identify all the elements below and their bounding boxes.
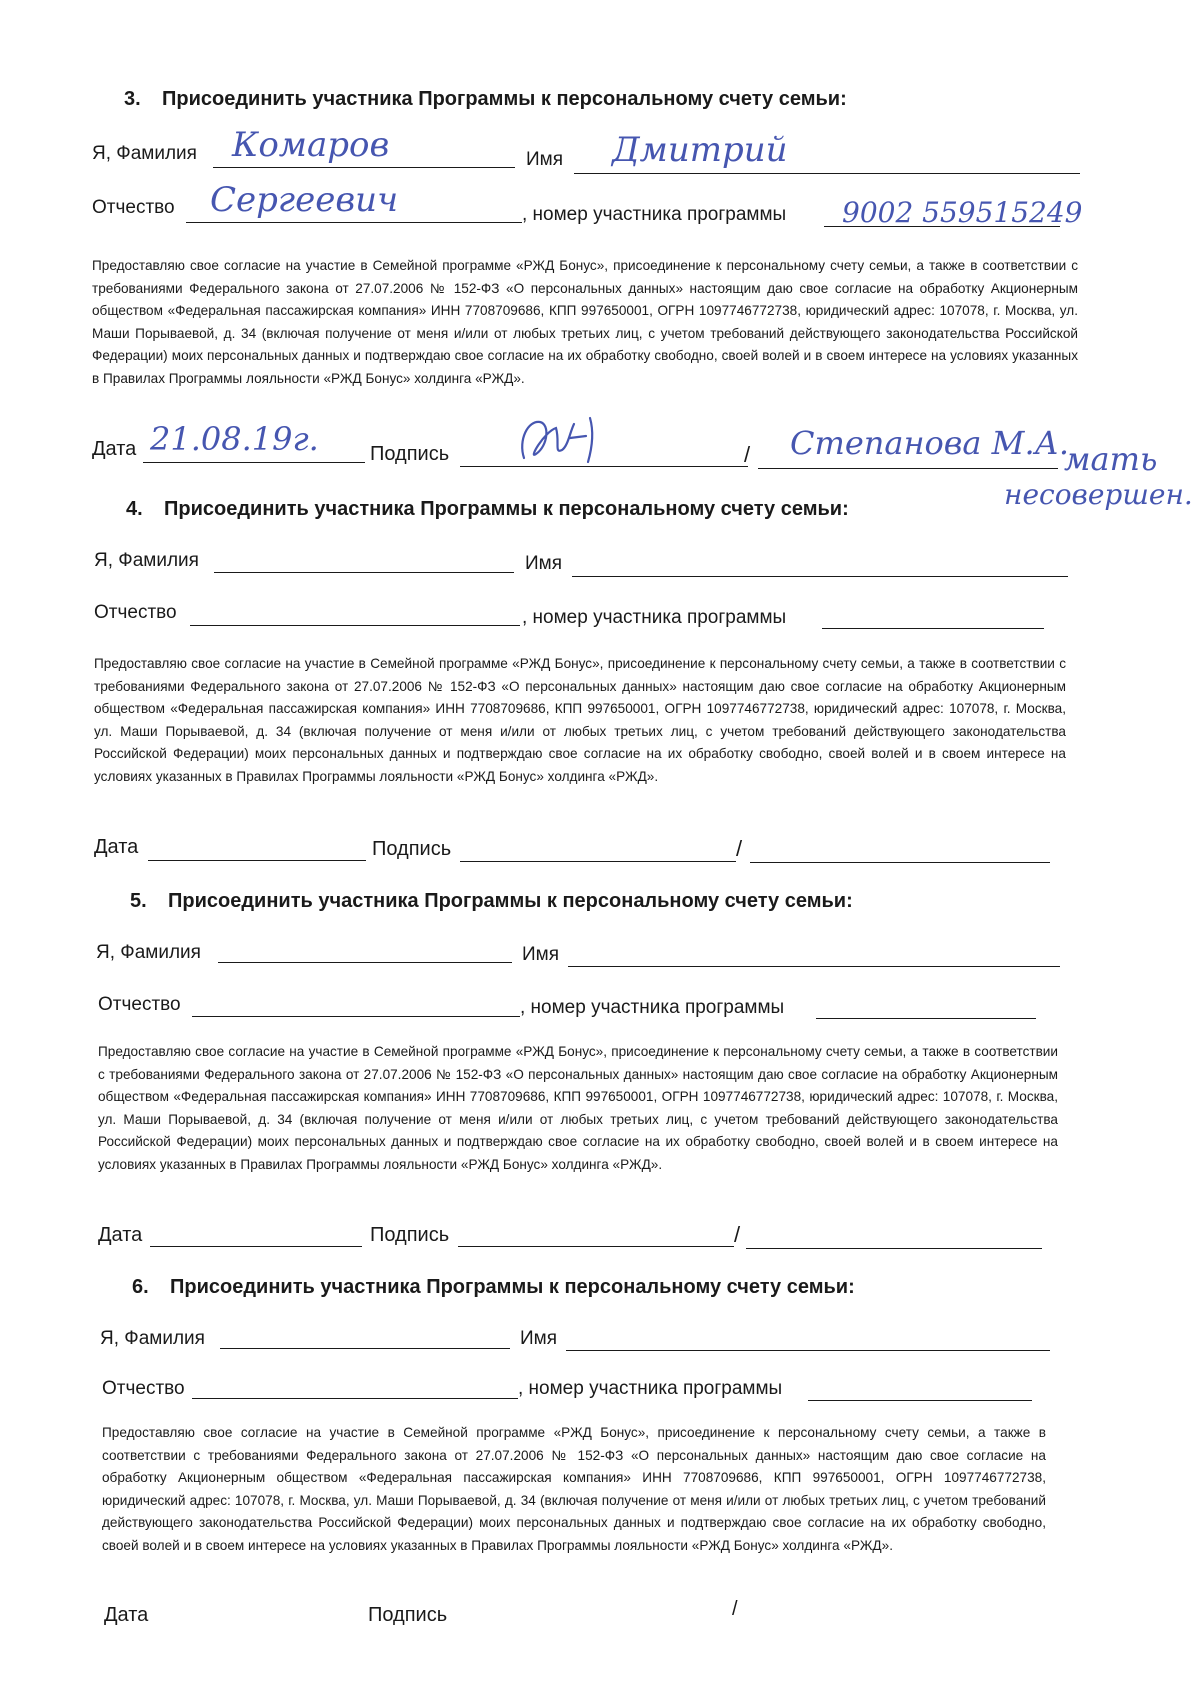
signature-label: Подпись <box>370 443 450 465</box>
consent-text: Предоставляю свое согласие на участие в Семейной программе «РЖД Бонус», присоединение к персональному счету семьи, а также в соответствии с требованиями Федерального закона от 27.07.2006 № 152-ФЗ «О персональных данных» настоящим даю свое согласие на обработку Акционерным обществом «Федеральная пассажирская компания» ИНН 7708709686, КПП 997650001, ОГРН 1097746772738, юридический адрес: 107078, г. Москва, ул. Маши Порываевой, д. 34 (включая получение от меня и/или от любых третьих лиц, с учетом требований действующего законодательства Российской Федерации) моих персональных данных и подтверждаю свое согласие на их обработку свободно, своей волей и в своем интересе на условиях указанных в Правилах Программы лояльности «РЖД Бонус» холдинга «РЖД». <box>94 656 1066 784</box>
signature-slash: / <box>744 442 751 467</box>
surname-label: Я, Фамилия <box>94 550 199 571</box>
signature-slash: / <box>736 836 743 861</box>
member-number-field[interactable] <box>822 628 1044 629</box>
surname-label: Я, Фамилия <box>96 942 201 963</box>
name-field[interactable] <box>566 1350 1050 1351</box>
member-number-label: , номер участника программы <box>522 607 787 628</box>
signer-name-handwritten: Степанова М.А. <box>790 424 1070 462</box>
name-label: Имя <box>526 149 564 170</box>
patronymic-label: Отчество <box>102 1378 185 1399</box>
signer-name-field[interactable] <box>750 862 1050 863</box>
date-label: Дата <box>92 438 137 460</box>
signature-slash: / <box>734 1222 741 1247</box>
signature-label: Подпись <box>372 838 452 860</box>
date-label: Дата <box>94 836 139 858</box>
member-number-handwritten: 9002 559515249 <box>842 196 1083 229</box>
name-label: Имя <box>520 1328 558 1349</box>
patronymic-field[interactable] <box>190 625 520 626</box>
signature-slash: / <box>732 1598 738 1620</box>
patronymic-label: Отчество <box>94 602 177 623</box>
section-heading: 6. Присоединить участника Программы к персональному счету семьи: <box>132 1276 855 1298</box>
date-field[interactable] <box>150 1246 362 1247</box>
surname-label: Я, Фамилия <box>92 143 197 164</box>
member-number-label: , номер участника программы <box>522 204 787 225</box>
signature-handwritten <box>510 412 620 468</box>
date-field[interactable] <box>143 462 365 463</box>
member-number-label: , номер участника программы <box>518 1378 783 1399</box>
name-label: Имя <box>522 944 560 965</box>
signer-name-field[interactable] <box>758 468 1058 469</box>
consent-text: Предоставляю свое согласие на участие в Семейной программе «РЖД Бонус», присоединение к персональному счету семьи, а также в соответствии с требованиями Федерального закона от 27.07.2006 № 152-ФЗ «О персональных данных» настоящим даю свое согласие на обработку Акционерным обществом «Федеральная пассажирская компания» ИНН 7708709686, КПП 997650001, ОГРН 1097746772738, юридический адрес: 107078, г. Москва, ул. Маши Порываевой, д. 34 (включая получение от меня и/или от любых третьих лиц, с учетом требований действующего законодательства Российской Федерации) моих персональных данных и подтверждаю свое согласие на их обработку свободно, своей волей и в своем интересе на условиях указанных в Правилах Программы лояльности «РЖД Бонус» холдинга «РЖД». <box>102 1425 1046 1553</box>
member-number-label: , номер участника программы <box>520 997 785 1018</box>
surname-field[interactable] <box>218 962 512 963</box>
signature-label: Подпись <box>370 1224 450 1246</box>
surname-field[interactable] <box>214 572 514 573</box>
date-handwritten: 21.08.19г. <box>150 420 319 458</box>
name-field[interactable] <box>572 576 1068 577</box>
signer-note-handwritten-2: несовершен. <box>1004 478 1193 511</box>
member-number-field[interactable] <box>816 1018 1036 1019</box>
section-heading: 5. Присоединить участника Программы к персональному счету семьи: <box>130 890 853 912</box>
section-heading: 3. Присоединить участника Программы к персональному счету семьи: <box>124 88 847 110</box>
consent-text: Предоставляю свое согласие на участие в Семейной программе «РЖД Бонус», присоединение к персональному счету семьи, а также в соответствии с требованиями Федерального закона от 27.07.2006 № 152-ФЗ «О персональных данных» настоящим даю свое согласие на обработку Акционерным обществом «Федеральная пассажирская компания» ИНН 7708709686, КПП 997650001, ОГРН 1097746772738, юридический адрес: 107078, г. Москва, ул. Маши Порываевой, д. 34 (включая получение от меня и/или от любых третьих лиц, с учетом требований действующего законодательства Российской Федерации) моих персональных данных и подтверждаю свое согласие на их обработку свободно, своей волей и в своем интересе на условиях указанных в Правилах Программы лояльности «РЖД Бонус» холдинга «РЖД». <box>98 1044 1058 1172</box>
signature-label: Подпись <box>368 1604 448 1626</box>
signer-name-field[interactable] <box>746 1248 1042 1249</box>
member-number-field[interactable] <box>808 1400 1032 1401</box>
name-handwritten: Дмитрий <box>612 130 788 170</box>
surname-field[interactable] <box>213 167 515 168</box>
date-field[interactable] <box>148 860 366 861</box>
name-label: Имя <box>525 553 563 574</box>
signature-field[interactable] <box>458 1246 734 1247</box>
patronymic-field[interactable] <box>186 222 522 223</box>
name-field[interactable] <box>574 173 1080 174</box>
patronymic-field[interactable] <box>192 1016 520 1017</box>
patronymic-handwritten: Сергеевич <box>210 180 399 220</box>
signature-field[interactable] <box>460 861 736 862</box>
section-heading: 4. Присоединить участника Программы к персональному счету семьи: <box>126 498 849 520</box>
signer-note-handwritten: мать <box>1064 440 1158 478</box>
consent-text: Предоставляю свое согласие на участие в Семейной программе «РЖД Бонус», присоединение к персональному счету семьи, а также в соответствии с требованиями Федерального закона от 27.07.2006 № 152-ФЗ «О персональных данных» настоящим даю свое согласие на обработку Акционерным обществом «Федеральная пассажирская компания» ИНН 7708709686, КПП 997650001, ОГРН 1097746772738, юридический адрес: 107078, г. Москва, ул. Маши Порываевой, д. 34 (включая получение от меня и/или от любых третьих лиц, с учетом требований действующего законодательства Российской Федерации) моих персональных данных и подтверждаю свое согласие на их обработку свободно, своей волей и в своем интересе на условиях указанных в Правилах Программы лояльности «РЖД Бонус» холдинга «РЖД». <box>92 258 1078 386</box>
surname-handwritten: Комаров <box>232 125 390 165</box>
name-field[interactable] <box>568 966 1060 967</box>
surname-label: Я, Фамилия <box>100 1328 205 1349</box>
surname-field[interactable] <box>220 1348 510 1349</box>
patronymic-field[interactable] <box>192 1398 518 1399</box>
date-label: Дата <box>104 1604 149 1626</box>
date-label: Дата <box>98 1224 143 1246</box>
patronymic-label: Отчество <box>92 197 175 218</box>
patronymic-label: Отчество <box>98 994 181 1015</box>
